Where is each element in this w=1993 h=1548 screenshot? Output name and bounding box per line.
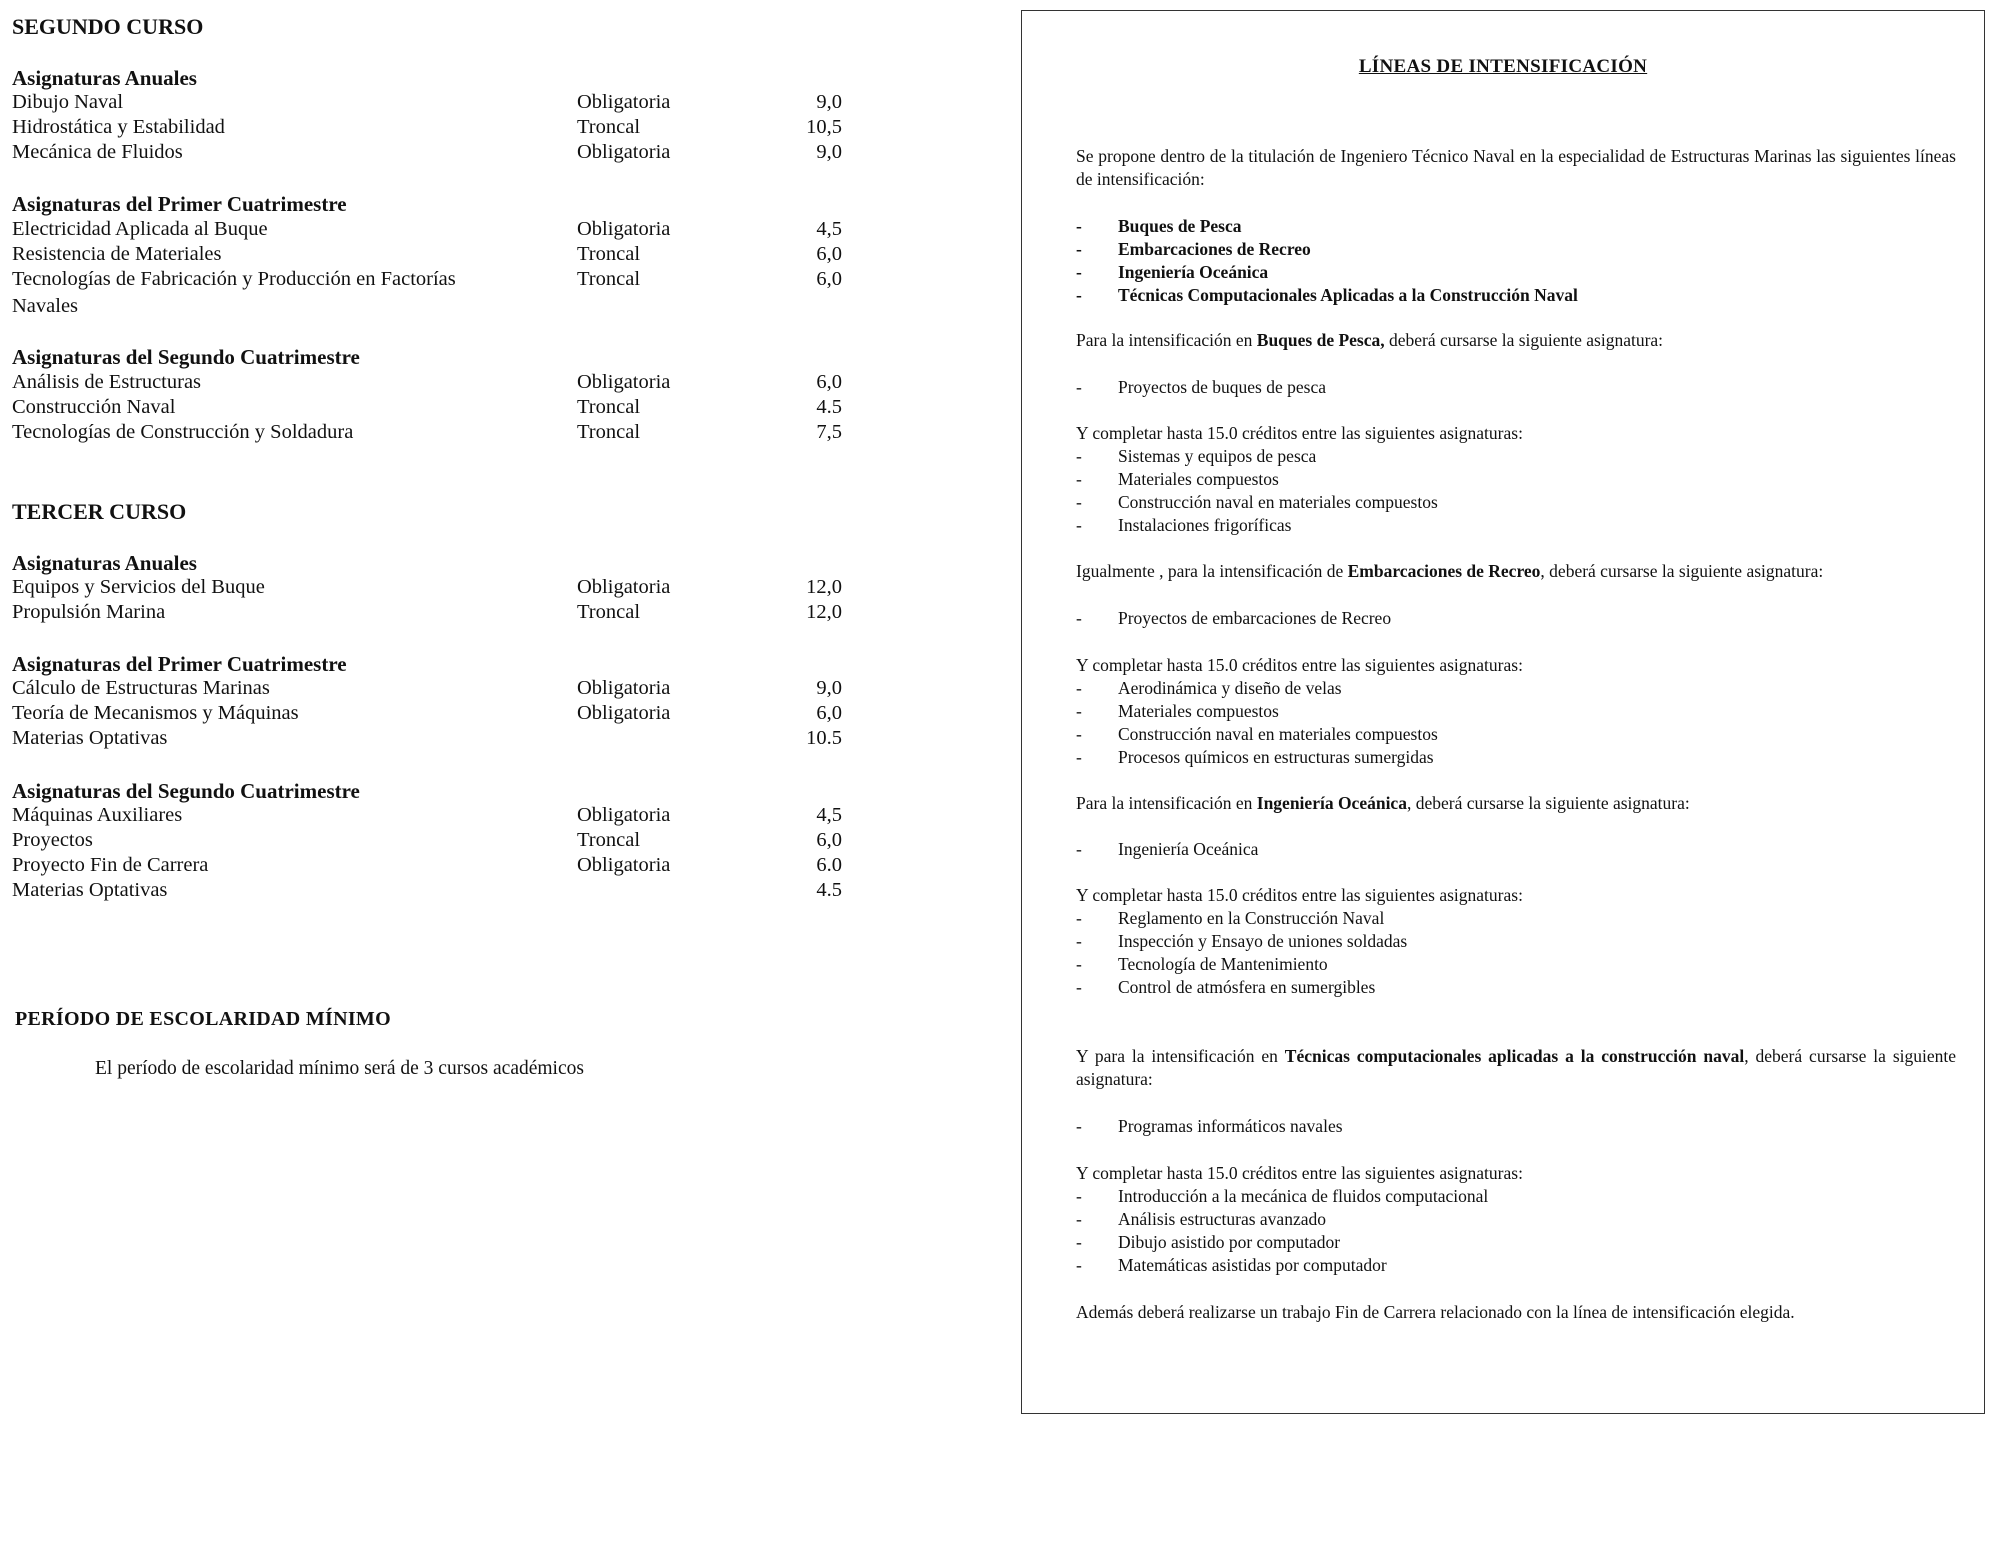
subject-name: Propulsión Marina <box>12 601 166 623</box>
intro-paragraph: Se propone dentro de la titulación de Ingeniero Técnico Naval en la especialidad de Estructuras Marinas las siguientes líneas de intensificación: <box>1076 146 1956 189</box>
group-title: Asignaturas del Primer Cuatrimestre <box>12 652 347 676</box>
required-subject: - Ingeniería Oceánica <box>1076 839 1259 859</box>
complete-text: Y completar hasta 15.0 créditos entre las siguientes asignaturas: <box>1076 1163 1523 1183</box>
minimum-period-title: PERÍODO DE ESCOLARIDAD MÍNIMO <box>15 1008 391 1030</box>
subject-type: Obligatoria <box>577 854 671 876</box>
subject-type: Obligatoria <box>577 677 671 699</box>
optional-subject: - Matemáticas asistidas por computador <box>1076 1255 1387 1275</box>
optional-subject: - Tecnología de Mantenimiento <box>1076 954 1328 974</box>
optional-subject: - Control de atmósfera en sumergibles <box>1076 977 1376 997</box>
subject-credits: 10,5 <box>806 116 842 138</box>
subject-name: Dibujo Naval <box>12 91 124 113</box>
required-subject: - Programas informáticos navales <box>1076 1116 1343 1136</box>
subject-type: Obligatoria <box>577 91 671 113</box>
subject-type: Obligatoria <box>577 702 671 724</box>
subject-name: Electricidad Aplicada al Buque <box>12 218 268 240</box>
optional-subject: - Inspección y Ensayo de uniones soldadas <box>1076 931 1408 951</box>
subject-credits: 4,5 <box>816 804 842 826</box>
subject-name: Cálculo de Estructuras Marinas <box>12 677 270 699</box>
subject-type: Troncal <box>577 829 641 851</box>
complete-text: Y completar hasta 15.0 créditos entre las siguientes asignaturas: <box>1076 885 1523 905</box>
subject-type: Troncal <box>577 116 641 138</box>
line-list-item: - Ingeniería Oceánica <box>1076 262 1269 282</box>
optional-subject: - Instalaciones frigoríficas <box>1076 515 1292 535</box>
line-list-item: - Embarcaciones de Recreo <box>1076 239 1311 259</box>
group-title: Asignaturas del Primer Cuatrimestre <box>12 192 347 216</box>
subject-type: Troncal <box>577 601 641 623</box>
required-subject: - Proyectos de embarcaciones de Recreo <box>1076 608 1392 628</box>
group-title: Asignaturas Anuales <box>12 551 197 575</box>
subject-credits: 12,0 <box>806 601 842 623</box>
subject-name: Teoría de Mecanismos y Máquinas <box>12 702 299 724</box>
subject-name: Resistencia de Materiales <box>12 243 222 265</box>
subject-credits: 6,0 <box>816 829 842 851</box>
subject-credits: 4.5 <box>816 879 842 901</box>
subject-credits: 9,0 <box>816 141 842 163</box>
subject-credits: 6,0 <box>816 268 842 290</box>
subject-credits: 7,5 <box>816 421 842 443</box>
group-title: Asignaturas del Segundo Cuatrimestre <box>12 779 360 803</box>
subject-type: Troncal <box>577 268 641 290</box>
subject-name: Hidrostática y Estabilidad <box>12 116 225 138</box>
subject-type: Troncal <box>577 396 641 418</box>
subject-credits: 4,5 <box>816 218 842 240</box>
subject-type: Troncal <box>577 243 641 265</box>
box-title: LÍNEAS DE INTENSIFICACIÓN <box>1358 56 1648 77</box>
intensification-box <box>1021 10 1985 1414</box>
pesca-paragraph: Para la intensificación en Buques de Pesca, deberá cursarse la siguiente asignatura: <box>1076 330 1664 350</box>
optional-subject: - Reglamento en la Construcción Naval <box>1076 908 1385 928</box>
subject-name: Tecnologías de Construcción y Soldadura <box>12 421 354 443</box>
subject-type: Obligatoria <box>577 141 671 163</box>
line-list-item: - Buques de Pesca <box>1076 216 1242 236</box>
subject-type: Obligatoria <box>577 804 671 826</box>
recreo-paragraph: Igualmente , para la intensificación de Embarcaciones de Recreo, deberá cursarse la siguiente asignatura: <box>1076 561 1824 581</box>
subject-name: Equipos y Servicios del Buque <box>12 576 265 598</box>
subject-name: Máquinas Auxiliares <box>12 804 183 826</box>
subject-credits: 6,0 <box>816 371 842 393</box>
oceanica-paragraph: Para la intensificación en Ingeniería Oceánica, deberá cursarse la siguiente asignatura: <box>1076 793 1690 813</box>
course-title-segundo: SEGUNDO CURSO <box>12 14 204 39</box>
optional-subject: - Aerodinámica y diseño de velas <box>1076 678 1342 698</box>
optional-subject: - Sistemas y equipos de pesca <box>1076 446 1317 466</box>
complete-text: Y completar hasta 15.0 créditos entre las siguientes asignaturas: <box>1076 423 1523 443</box>
group-title: Asignaturas Anuales <box>12 66 197 90</box>
subject-name: Materias Optativas <box>12 727 168 749</box>
subject-credits: 6.0 <box>816 854 842 876</box>
subject-type: Obligatoria <box>577 218 671 240</box>
optional-subject: - Introducción a la mecánica de fluidos computacional <box>1076 1186 1489 1206</box>
line-list-item: - Técnicas Computacionales Aplicadas a la Construcción Naval <box>1076 285 1578 305</box>
subject-credits: 10.5 <box>806 727 842 749</box>
subject-credits: 6,0 <box>816 243 842 265</box>
course-title-tercero: TERCER CURSO <box>12 499 187 524</box>
subject-type: Troncal <box>577 421 641 443</box>
optional-subject: - Materiales compuestos <box>1076 701 1279 721</box>
subject-name: Materias Optativas <box>12 879 168 901</box>
minimum-period-text: El período de escolaridad mínimo será de 3 cursos académicos <box>95 1058 584 1079</box>
subject-name-continued: Navales <box>12 295 79 317</box>
final-paragraph: Además deberá realizarse un trabajo Fin de Carrera relacionado con la línea de intensificación elegida. <box>1076 1302 1795 1322</box>
tecnicas-paragraph: Y para la intensificación en Técnicas computacionales aplicadas a la construcción naval, deberá cursarse la siguiente asignatura: <box>1076 1046 1956 1089</box>
optional-subject: - Construcción naval en materiales compuestos <box>1076 724 1438 744</box>
complete-text: Y completar hasta 15.0 créditos entre las siguientes asignaturas: <box>1076 655 1523 675</box>
subject-type: Obligatoria <box>577 576 671 598</box>
subject-type: Obligatoria <box>577 371 671 393</box>
subject-name: Proyecto Fin de Carrera <box>12 854 209 876</box>
optional-subject: - Dibujo asistido por computador <box>1076 1232 1341 1252</box>
subject-name: Proyectos <box>12 829 93 851</box>
subject-name: Mecánica de Fluidos <box>12 141 183 163</box>
subject-credits: 9,0 <box>816 677 842 699</box>
required-subject: - Proyectos de buques de pesca <box>1076 377 1326 397</box>
subject-name: Tecnologías de Fabricación y Producción en Factorías <box>12 268 456 290</box>
subject-name: Análisis de Estructuras <box>12 371 202 393</box>
optional-subject: - Construcción naval en materiales compuestos <box>1076 492 1438 512</box>
optional-subject: - Procesos químicos en estructuras sumergidas <box>1076 747 1434 767</box>
subject-credits: 4.5 <box>816 396 842 418</box>
subject-credits: 12,0 <box>806 576 842 598</box>
group-title: Asignaturas del Segundo Cuatrimestre <box>12 345 360 369</box>
optional-subject: - Materiales compuestos <box>1076 469 1279 489</box>
subject-name: Construcción Naval <box>12 396 176 418</box>
optional-subject: - Análisis estructuras avanzado <box>1076 1209 1326 1229</box>
subject-credits: 6,0 <box>816 702 842 724</box>
subject-credits: 9,0 <box>816 91 842 113</box>
